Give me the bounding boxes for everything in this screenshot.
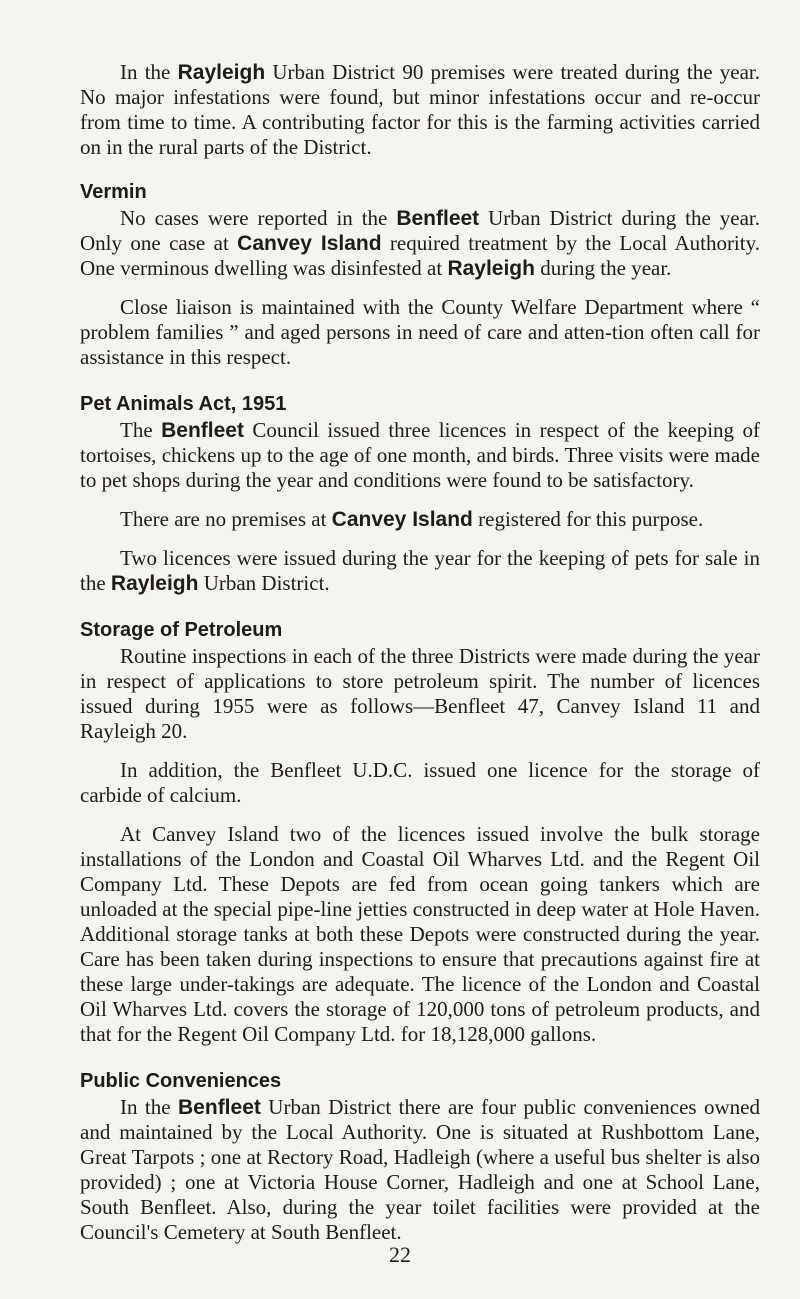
petroleum-paragraph-1: Routine inspections in each of the three Districts were made during the year in respect of applications to store petroleum spirit. The number of licences issued during 1955 were as follows—Benfleet 47, Canvey Island 11 and Rayleigh 20. [80, 644, 760, 743]
pets-paragraph-2 [80, 507, 760, 532]
text-run: during the year. [534, 256, 672, 280]
text-run: required treatment by the Local Authority. One verminous dwelling was disinfested at [80, 231, 760, 280]
vermin-paragraph-1 [80, 206, 760, 281]
vermin-paragraph-2: Close liaison is maintained with the County Welfare Department where “ problem families ” and aged persons in need of care and atten-tion often call for assistance in this respect. [80, 295, 760, 369]
petroleum-paragraph-3: At Canvey Island two of the licences issued involve the bulk storage installations of the London and Coastal Oil Wharves Ltd. and the Regent Oil Company Ltd. These Depots are fed from ocean going tankers which are unloaded at the special pipe-line jetties constructed in deep water at Hole Haven. Additional storage tanks at both these Depots were constructed during the year. Care has been taken during inspections to ensure that precautions against fire at these large under-takings are adequate. The licence of the London and Coastal Oil Wharves Ltd. covers the storage of 120,000 tons of petroleum products, and that for the Regent Oil Company Ltd. for 18,128,000 gallons. [80, 822, 760, 1046]
conveniences-paragraph-1 [80, 1095, 760, 1245]
place-name: Benfleet [161, 419, 244, 442]
place-name: Benfleet [178, 1096, 261, 1119]
text-run: Urban District there are four public conveniences owned and maintained by the Local Authority. One is situated at Rushbottom Lane, Great Tarpots ; one at Rectory Road, Hadleigh (where a useful bus shelter is also provided) ; one at Victoria House Corner, Hadleigh and one at School Lane, South Benfleet. Also, during the year toilet facilities were provided at the Council's Cemetery at South Benfleet. [80, 1095, 760, 1244]
text-run: In the [120, 60, 178, 84]
place-name: Rayleigh [110, 572, 199, 595]
place-name: Benfleet [396, 207, 480, 230]
pet-animals-heading: Pet Animals Act, 1951 [80, 393, 287, 415]
text-run: Council issued three licences in respect of the keeping of tortoises, chickens up to the age of one month, and birds. Three visits were made to pet shops during the year and conditions were found to be satisfactory. [80, 418, 760, 492]
vermin-heading: Vermin [80, 181, 147, 203]
document-page [80, 60, 760, 1259]
public-conveniences-heading: Public Conveniences [80, 1070, 282, 1092]
place-name: Rayleigh [447, 257, 535, 280]
intro-paragraph [80, 60, 760, 160]
text-run: registered for this purpose. [472, 507, 704, 531]
text-run: No cases were reported in the [120, 206, 397, 230]
text-run: The [120, 418, 162, 442]
text-run: In the [120, 1095, 179, 1119]
petroleum-heading: Storage of Petroleum [80, 619, 283, 641]
text-run: Two licences were issued during the year for the keeping of pets for sale in the [80, 546, 760, 595]
place-name: Rayleigh [177, 61, 266, 84]
text-run: Urban District 90 premises were treated during the year. No major infestations were found, but minor infestations occur and re-occur from time to time. A contributing factor for this is the farming activities carried on in the rural parts of the District. [80, 60, 760, 159]
text-run: Urban District. [198, 571, 330, 595]
petroleum-paragraph-2: In addition, the Benfleet U.D.C. issued one licence for the storage of carbide of calcium. [80, 758, 760, 807]
place-name: Canvey Island [331, 508, 473, 531]
text-run: Urban District during the year. Only one case at [80, 206, 760, 255]
page-number: 22 [389, 1242, 411, 1267]
pets-paragraph-3 [80, 546, 760, 596]
place-name: Canvey Island [237, 232, 382, 255]
pets-paragraph-1 [80, 418, 760, 493]
text-run: There are no premises at [120, 507, 332, 531]
